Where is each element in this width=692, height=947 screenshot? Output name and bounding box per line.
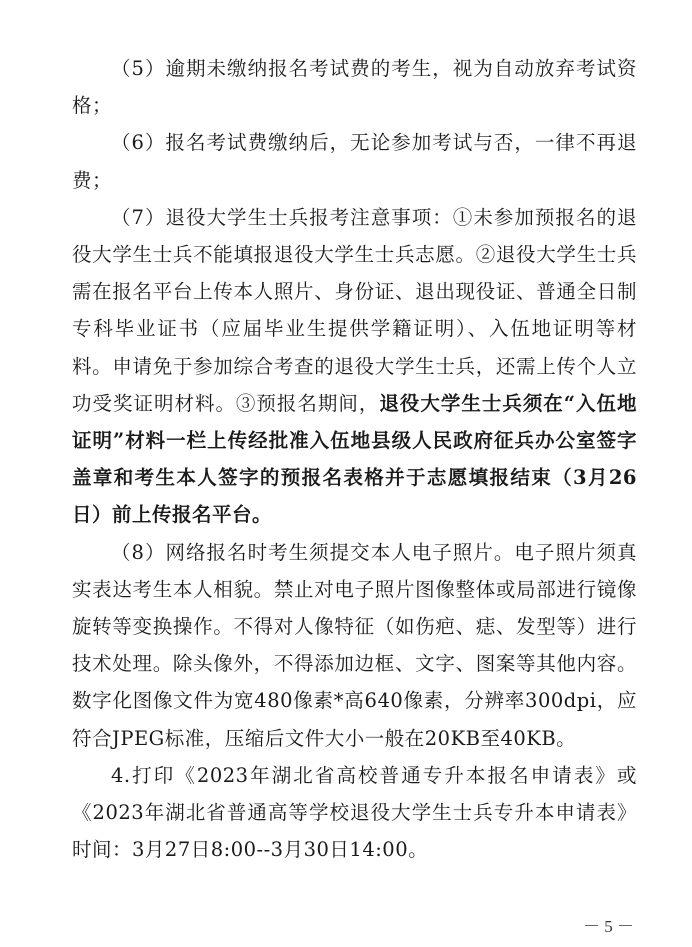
- paragraph-item-5: （5）逾期未缴纳报名考试费的考生，视为自动放弃考试资格；: [72, 57, 637, 118]
- page-number: － 5 －: [583, 917, 634, 936]
- paragraph-item-8: （8）网络报名时考生须提交本人电子照片。电子照片须真实表达考生本人相貌。禁止对电子照片图像整体或局部进行镜像旋转等变换操作。不得对人像特征（如伤疤、痣、发型等）进行技术处理。除头像外，不得添加边框、文字、图案等其他内容。数字化图像文件为宽480像素*高640像素，分辨率300dpi，应符合JPEG标准，压缩后文件大小一般在20KB至40KB。: [72, 540, 637, 750]
- paragraph-item-7-text: （7）退役大学生士兵报考注意事项：①未参加预报名的退役大学生士兵不能填报退役大学生士兵志愿。②退役大学生士兵需在报名平台上传本人照片、身份证、退出现役证、普通全日制专科毕业证书（应届毕业生提供学籍证明）、入伍地证明等材料。申请免于参加综合考查的退役大学生士兵，还需上传个人立功受奖证明材料。③预报名期间，: [72, 205, 637, 415]
- paragraph-item-6: （6）报名考试费缴纳后，无论参加考试与否，一律不再退费；: [72, 131, 637, 192]
- paragraph-section-4: 4.打印《2023年湖北省高校普通专升本报名申请表》或《2023年湖北省普通高等学校退役大学生士兵专升本申请表》时间：3月27日8:00--3月30日14:00。: [72, 763, 637, 862]
- document-body: [72, 50, 637, 868]
- paragraph-item-7: [72, 199, 637, 534]
- paragraph-item-7-bold-text: 退役大学生士兵须在“入伍地证明”材料一栏上传经批准入伍地县级人民政府征兵办公室签字盖章和考生本人签字的预报名表格并于志愿填报结束（3月26日）前上传报名平台。: [72, 391, 637, 527]
